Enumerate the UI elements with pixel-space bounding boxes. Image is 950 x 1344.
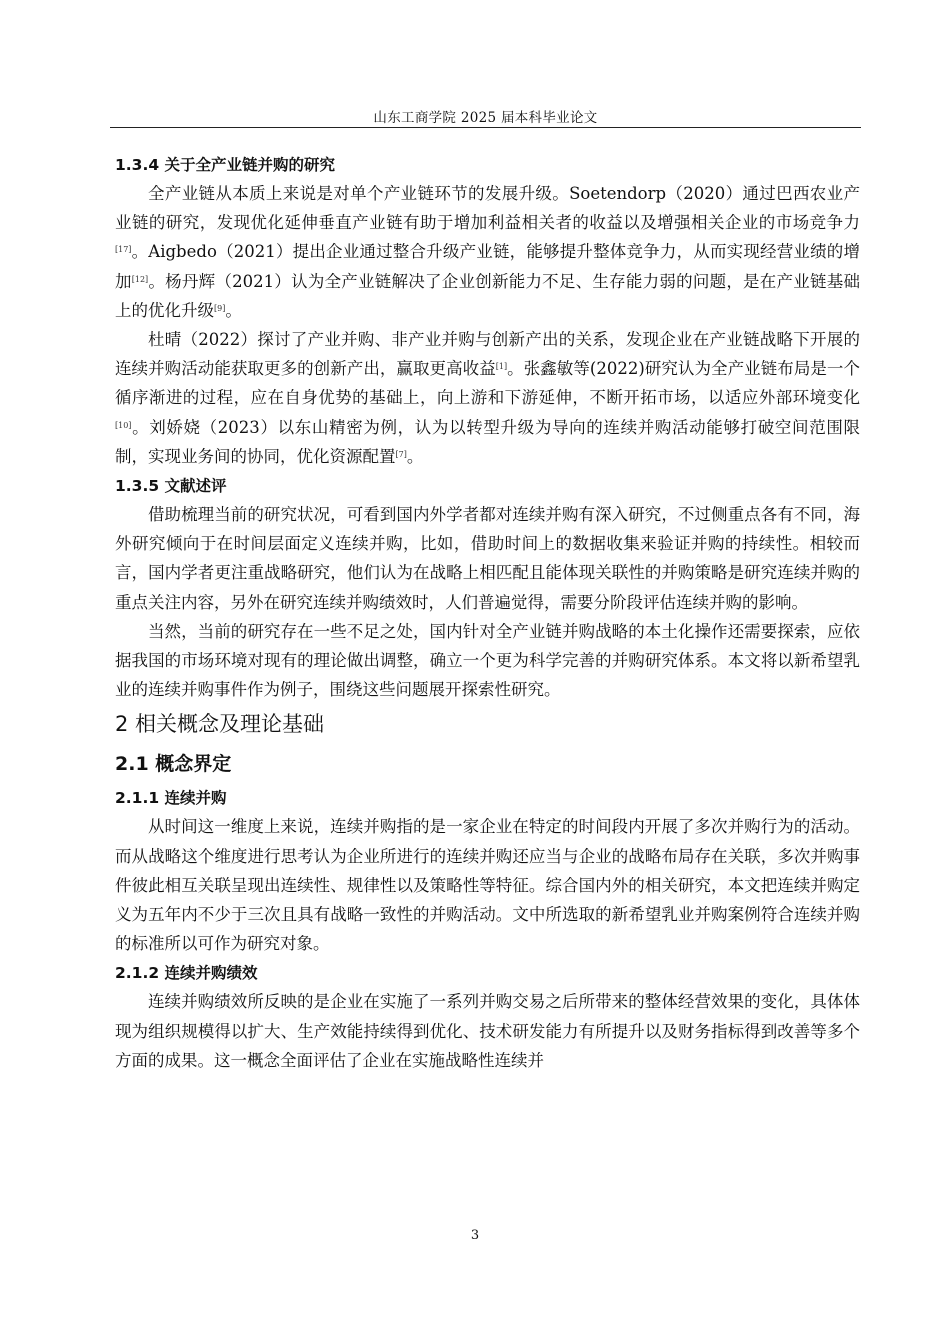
section-heading-1-3-4: 1.3.4 关于全产业链并购的研究 xyxy=(115,156,336,174)
citation-ref: [1] xyxy=(495,362,508,372)
citation-ref: [7] xyxy=(395,449,407,459)
citation-ref: [9] xyxy=(214,303,226,313)
section-heading-2-1-1: 2.1.1 连续并购 xyxy=(115,789,227,808)
paragraph: 借助梳理当前的研究状况，可看到国内外学者都对连续并购有深入研究，不过侧重点各有不同，海外研究倾向于在时间层面定义连续并购，比如，借助时间上的数据收集来验证并购的持续性。相较而言，国内学者更注重战略研究，他们认为在战略上相匹配且能体现关联性的并购策略是研究连续并购的重点关注内容，另外在研究连续并购绩效时，人们普遍觉得，需要分阶段评估连续并购的影响。 xyxy=(115,505,860,612)
citation-ref: [10] xyxy=(115,420,132,430)
paragraph: 当然，当前的研究存在一些不足之处，国内针对全产业链并购战略的本土化操作还需要探索，应依据我国的市场环境对现有的理论做出调整，确立一个更为科学完善的并购研究体系。本文将以新希望乳业的连续并购事件作为例子，围绕这些问题展开探索性研究。 xyxy=(115,621,860,700)
paragraph: 连续并购绩效所反映的是企业在实施了一系列并购交易之后所带来的整体经营效果的变化，具体体现为组织规模得以扩大、生产效能持续得到优化、技术研发能力有所提升以及财务指标得到改善等多个方面的成果。这一概念全面评估了企业在实施战略性连续并 xyxy=(115,992,860,1070)
paragraph xyxy=(115,179,860,325)
header-divider xyxy=(110,127,861,128)
text-run: 。 xyxy=(225,300,242,320)
running-header: 山东工商学院 2025 届本科毕业论文 xyxy=(373,110,598,126)
paragraph: 从时间这一维度上来说，连续并购指的是一家企业在特定的时间段内开展了多次并购行为的活动。而从战略这个维度进行思考认为企业所进行的连续并购还应当与企业的战略布局存在关联，多次并购事件彼此相互关联呈现出连续性、规律性以及策略性等特征。综合国内外的相关研究，本文把连续并购定义为五年内不少于三次且具有战略一致性的并购活动。文中所选取的新希望乳业并购案例符合连续并购的标准所以可作为研究对象。 xyxy=(115,817,860,954)
section-heading-2-1-2: 2.1.2 连续并购绩效 xyxy=(115,964,258,983)
section-heading-1-3-5: 1.3.5 文献述评 xyxy=(115,477,227,496)
section-heading-2-1: 2.1 概念界定 xyxy=(115,753,232,776)
paragraph xyxy=(115,325,860,471)
text-run: 。张鑫敏等(2022)研究认为全产业链布局是一个循序渐进的过程，应在自身优势的基础上，向上游和下游延伸，不断开拓市场，以适应外部环境变化 xyxy=(115,359,860,408)
citation-ref: [17] xyxy=(115,245,132,255)
page-body xyxy=(115,150,860,1075)
chapter-heading-2: 2 相关概念及理论基础 xyxy=(115,712,325,737)
page-number: 3 xyxy=(470,1228,480,1243)
text-run: 全产业链从本质上来说是对单个产业链环节的发展升级。Soetendorp（2020）通过巴西农业产业链的研究，发现优化延伸垂直产业链有助于增加利益相关者的收益以及增强相关企业的市场竞争力 xyxy=(115,184,860,233)
text-run: 杜晴（2022）探讨了产业并购、非产业并购与创新产出的关系，发现企业在产业链战略下开展的连续并购活动能获取更多的创新产出，赢取更高收益 xyxy=(115,330,860,379)
text-run: 。 xyxy=(406,446,424,466)
text-run: 。杨丹辉（2021）认为全产业链解决了企业创新能力不足、生存能力弱的问题，是在产业链基础上的优化升级 xyxy=(115,271,861,320)
text-run: 。刘娇娆（2023）以东山精密为例，认为以转型升级为导向的连续并购活动能够打破空间范围限制，实现业务间的协同，优化资源配置 xyxy=(115,417,860,466)
text-run: 。Aigbedo（2021）提出企业通过整合升级产业链，能够提升整体竞争力，从而实现经营业绩的增加 xyxy=(115,242,860,291)
citation-ref: [12] xyxy=(131,274,149,284)
